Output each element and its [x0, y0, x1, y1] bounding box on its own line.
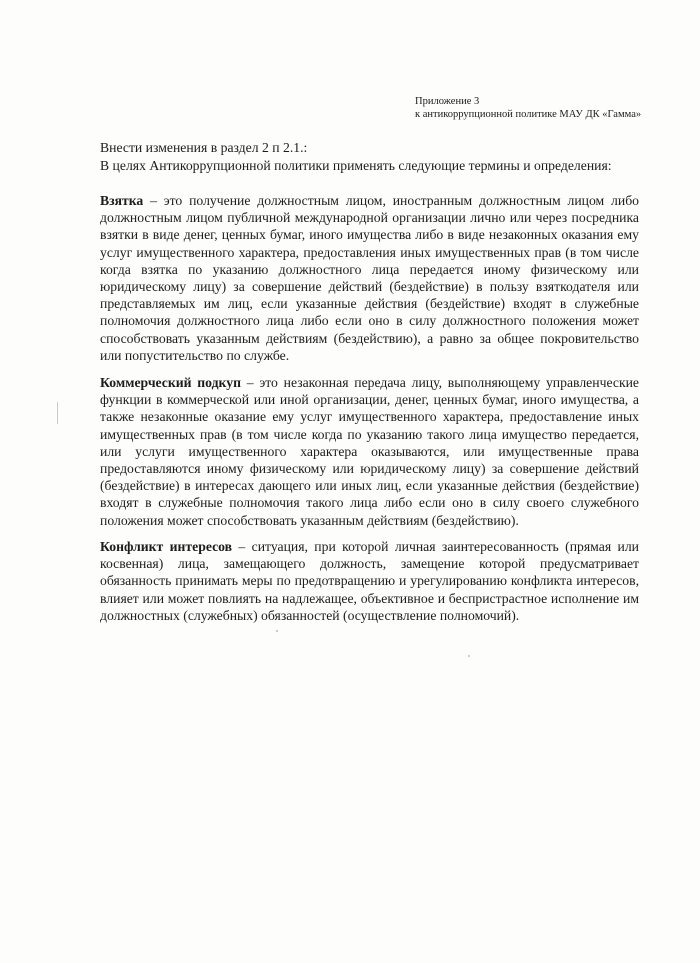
scan-artifact-dot	[276, 630, 278, 632]
intro-definitions-line: В целях Антикоррупционной политики применять следующие термины и определения:	[100, 158, 612, 173]
term-definition-bribe: – это получение должностным лицом, иностранным должностным лицом либо должностным лицом публичной международной организации лично или через посредника взятки в виде денег, ценных бумаг, иного имущества либо в виде незаконных оказания ему услуг имущественного характера, предоставления иных имущественных прав (в том числе когда взятка по указанию должностного лица передается иному физическому или юридическому лицу) за совершение действий (бездействие) в пользу взяткодателя или представляемых им лиц, если указанные действия (бездействие) входят в служебные полномочия должностного лица либо если оно в силу должностного положения может способствовать указанным действиям (бездействию), а равно за общее покровительство или попустительство по службе.	[100, 193, 639, 363]
scan-artifact-mark	[57, 402, 58, 424]
term-name-conflict-of-interest: Конфликт интересов	[100, 539, 233, 554]
appendix-number: Приложение 3	[415, 96, 480, 107]
term-name-bribe: Взятка	[100, 193, 144, 208]
term-definition-conflict-of-interest: – ситуация, при которой личная заинтересованность (прямая или косвенная) лица, замещающего должность, замещение которой предусматривает обязанность принимать меры по предотвращению и урегулированию конфликта интересов, влияет или может повлиять на надлежащее, объективное и беспристрастное исполнение им должностных (служебных) обязанностей (осуществление полномочий).	[100, 539, 639, 623]
term-paragraph-bribe	[100, 192, 639, 364]
term-name-commercial-bribery: Коммерческий подкуп	[100, 375, 241, 390]
intro-block	[100, 139, 612, 175]
appendix-header	[415, 95, 641, 121]
scan-artifact-dot	[468, 655, 470, 657]
intro-amendment-line: Внести изменения в раздел 2 п 2.1.:	[100, 140, 308, 155]
term-paragraph-commercial-bribery	[100, 374, 639, 529]
term-paragraph-conflict-of-interest	[100, 538, 639, 624]
term-definition-commercial-bribery: – это незаконная передача лицу, выполняющему управленческие функции в коммерческой или иной организации, денег, ценных бумаг, иного имущества, а также незаконные оказание ему услуг имущественного характера, предоставление иных имущественных прав (в том числе когда по указанию такого лица имущество передается, или услуги имущественного характера оказываются, или имущественные права предоставляются иному физическому или юридическому лицу) за совершение действий (бездействие) в интересах дающего или иных лиц, если указанные действия (бездействие) входят в служебные полномочия такого лица либо если оно в силу своего служебного положения может способствовать указанным действиям (бездействию).	[100, 375, 639, 528]
appendix-reference: к антикоррупционной политике МАУ ДК «Гамма»	[415, 109, 642, 120]
